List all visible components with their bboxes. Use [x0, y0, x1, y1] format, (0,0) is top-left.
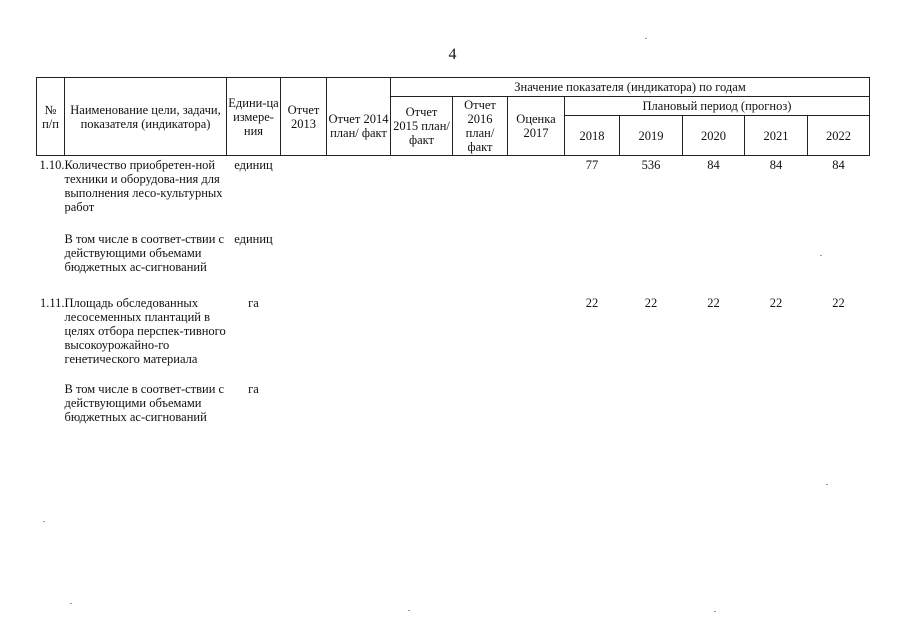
row-number	[37, 366, 65, 424]
cell-2018	[565, 214, 620, 274]
cell-2020	[683, 214, 745, 274]
header-year: 2018	[565, 116, 620, 156]
cell-2019: 22	[644, 296, 658, 310]
row-name: Количество приобретен-ной техники и оборудова-ния для выполнения лесо-культурных работ	[64, 158, 223, 214]
cell-2020: 22	[707, 296, 720, 310]
indicators-table	[36, 77, 870, 424]
cell-2018	[565, 366, 620, 424]
table-row	[37, 156, 870, 215]
cell-2020: 84	[707, 158, 720, 172]
cell-2021	[745, 214, 808, 274]
row-unit: га	[248, 382, 259, 396]
table-header	[37, 78, 870, 156]
row-name: В том числе в соответ-ствии с действующими объемами бюджетных ас-сигнований	[64, 232, 225, 274]
row-unit: единиц	[234, 158, 273, 172]
cell-2020	[683, 366, 745, 424]
header-group-title: Значение показателя (индикатора) по годам	[391, 78, 870, 97]
cell-2022: 84	[832, 158, 845, 172]
header-2015: Отчет 2015 план/ факт	[391, 97, 453, 156]
scan-speck	[826, 484, 828, 485]
header-year: 2020	[683, 116, 745, 156]
cell-2016	[453, 156, 508, 215]
scan-speck	[820, 255, 822, 256]
cell-2017	[508, 366, 565, 424]
header-2013: Отчет 2013	[281, 78, 327, 156]
cell-2016	[453, 274, 508, 366]
page-number: 4	[448, 46, 457, 63]
cell-2022	[808, 366, 870, 424]
scan-speck	[408, 610, 410, 611]
cell-2013	[281, 156, 327, 215]
cell-2018: 22	[585, 296, 599, 310]
row-name: В том числе в соответ-ствии с действующими объемами бюджетных ас-сигнований	[64, 382, 225, 424]
header-unit: Едини-ца измере-ния	[227, 78, 281, 156]
row-unit: га	[248, 296, 259, 310]
cell-2015	[391, 366, 453, 424]
cell-2017	[508, 156, 565, 215]
cell-2022: 22	[832, 296, 845, 310]
scan-speck	[70, 603, 72, 604]
header-year: 2019	[620, 116, 683, 156]
scan-speck	[43, 521, 45, 522]
header-2014: Отчет 2014 план/ факт	[327, 97, 391, 156]
header-name: Наименование цели, задачи, показателя (индикатора)	[65, 78, 227, 156]
cell-2018: 77	[585, 158, 599, 172]
cell-2014	[327, 274, 391, 366]
row-name: Площадь обследованных лесосеменных плантаций в целях отбора перспек-тивного высокоурожайно-го генетического материала	[64, 296, 226, 366]
cell-2014	[327, 366, 391, 424]
table-row	[37, 274, 870, 366]
cell-2015	[391, 274, 453, 366]
scan-speck	[645, 38, 647, 39]
cell-2022	[808, 214, 870, 274]
row-unit: единиц	[234, 232, 273, 246]
cell-2016	[453, 214, 508, 274]
header-2016: Отчет 2016 план/ факт	[453, 97, 508, 156]
table-row	[37, 214, 870, 274]
row-number: 1.11.	[39, 296, 65, 310]
cell-2013	[281, 366, 327, 424]
scan-speck	[714, 611, 716, 612]
header-planned-title: Плановый период (прогноз)	[565, 97, 870, 116]
header-year: 2022	[808, 116, 870, 156]
cell-2015	[391, 156, 453, 215]
row-number	[37, 214, 65, 274]
cell-2019	[620, 366, 683, 424]
cell-2015	[391, 214, 453, 274]
cell-2017	[508, 214, 565, 274]
cell-2019	[620, 214, 683, 274]
header-blank-2014	[327, 78, 391, 97]
cell-2021: 22	[769, 296, 783, 310]
header-num: № п/п	[37, 78, 65, 156]
row-number: 1.10.	[39, 158, 65, 172]
cell-2016	[453, 366, 508, 424]
cell-2013	[281, 274, 327, 366]
cell-2017	[508, 274, 565, 366]
cell-2021	[745, 366, 808, 424]
header-year: 2021	[745, 116, 808, 156]
cell-2019: 536	[641, 158, 661, 172]
cell-2014	[327, 214, 391, 274]
cell-2013	[281, 214, 327, 274]
table-row	[37, 366, 870, 424]
table-body	[37, 156, 870, 425]
header-2017: Оценка 2017	[508, 97, 565, 156]
cell-2021: 84	[769, 158, 783, 172]
cell-2014	[327, 156, 391, 215]
